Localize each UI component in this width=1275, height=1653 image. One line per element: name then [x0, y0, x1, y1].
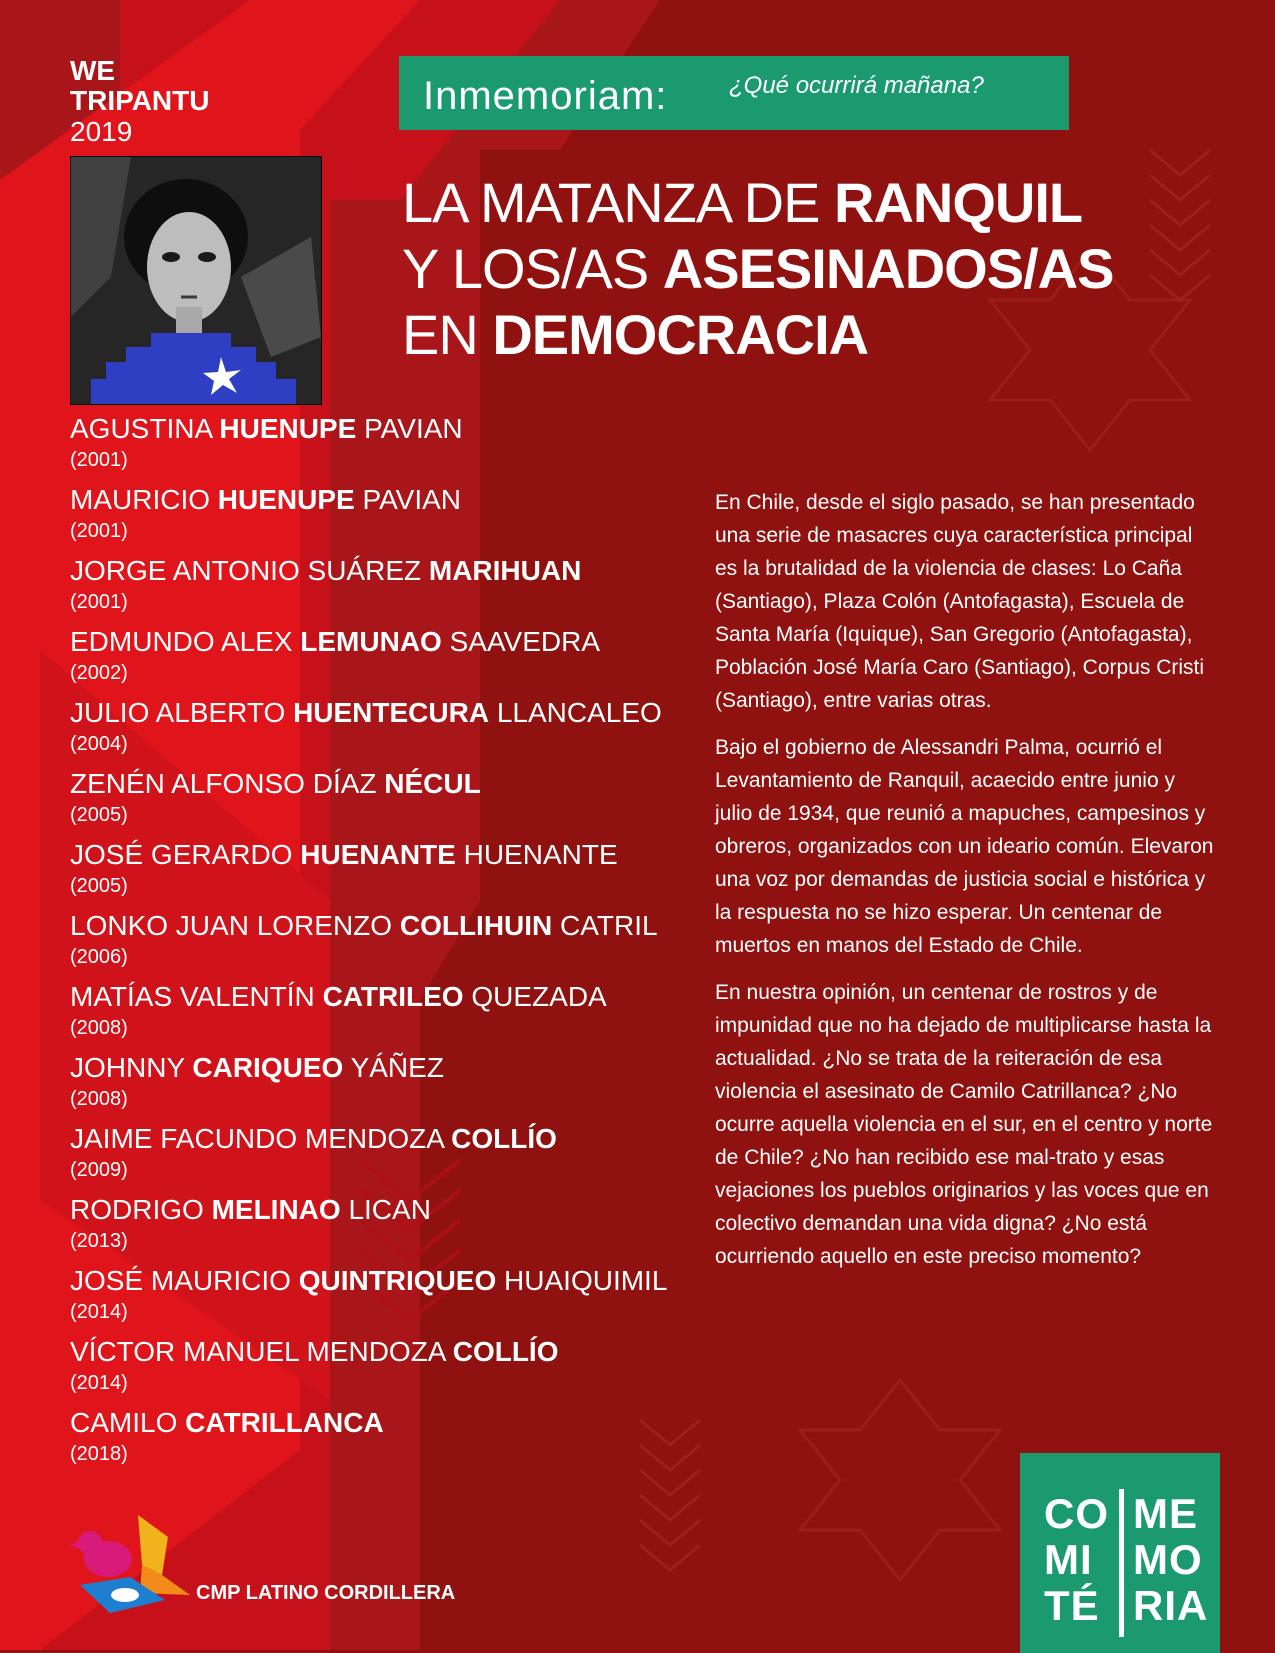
- victim-item: [70, 412, 667, 483]
- victim-year: (2008): [70, 1088, 128, 1110]
- cmp-logo-text: CMP LATINO CORDILLERA: [196, 1582, 456, 1604]
- victim-name-part: LONKO JUAN LORENZO: [70, 910, 400, 941]
- comemoria-logo: [1020, 1453, 1220, 1653]
- header-year: 2019: [70, 116, 133, 147]
- victim-surname: HUENUPE: [219, 413, 357, 444]
- victim-surname: COLLÍO: [451, 1123, 557, 1154]
- victim-surname: CATRILLANCA: [185, 1407, 384, 1438]
- victim-year: (2001): [70, 591, 128, 613]
- victim-item: [70, 696, 667, 767]
- victim-name: [70, 767, 667, 801]
- victim-name-part: CATRIL: [552, 910, 658, 941]
- victim-surname: MELINAO: [211, 1194, 341, 1225]
- victim-name-part: VÍCTOR MANUEL MENDOZA: [70, 1336, 453, 1367]
- victim-name: [70, 909, 667, 943]
- main-title: [402, 170, 1113, 368]
- victim-item: [70, 909, 667, 980]
- logo-left-column: [1044, 1491, 1109, 1629]
- victim-name-part: JOSÉ MAURICIO: [70, 1265, 299, 1296]
- victim-surname: COLLÍO: [452, 1336, 559, 1367]
- title-line1-regular: LA MATANZA DE: [402, 171, 835, 234]
- victim-surname: CARIQUEO: [192, 1052, 344, 1083]
- logo-syllable: MI: [1044, 1536, 1093, 1583]
- victim-name: [70, 412, 667, 446]
- victim-year: (2008): [70, 1017, 128, 1039]
- victim-name: [70, 1122, 667, 1156]
- event-header: [70, 56, 209, 148]
- victim-list: [70, 412, 667, 1477]
- victim-name-part: LICAN: [340, 1194, 431, 1225]
- victim-name-part: CAMILO: [70, 1407, 186, 1438]
- logo-syllable: MO: [1133, 1536, 1203, 1583]
- victim-name: [70, 483, 667, 517]
- victim-year: (2005): [70, 804, 128, 826]
- cmp-bird-logo: [70, 1515, 190, 1615]
- victim-item: [70, 980, 667, 1051]
- victim-surname: HUENUPE: [217, 484, 355, 515]
- logo-syllable: CO: [1044, 1490, 1109, 1537]
- victim-item: [70, 1193, 667, 1264]
- victim-item: [70, 1122, 667, 1193]
- article-body: [715, 486, 1215, 1287]
- paragraph-1: En Chile, desde el siglo pasado, se han presentado una serie de masacres cuya característica principal es la brutalidad de la violencia de clases: Lo Caña (Santiago), Plaza Colón (Antofagasta), Escuela de Santa María (Iquique), San Gregorio (Antofagasta), Población José María Caro (Santiago), Corpus Cristi (Santiago), entre varias otras.: [715, 491, 1205, 712]
- victim-year: (2013): [70, 1230, 128, 1252]
- victim-name-part: QUEZADA: [463, 981, 607, 1012]
- victim-item: [70, 1264, 667, 1335]
- victim-surname: NÉCUL: [384, 768, 481, 799]
- victim-surname: LEMUNAO: [300, 626, 442, 657]
- victim-year: (2005): [70, 875, 128, 897]
- title-line1-bold: RANQUIL: [834, 171, 1083, 234]
- victim-name-part: YÁÑEZ: [343, 1052, 444, 1083]
- victim-year: (2009): [70, 1159, 128, 1181]
- victim-surname: HUENTECURA: [293, 697, 490, 728]
- victim-year: (2004): [70, 733, 128, 755]
- title-line2-regular: Y LOS/AS: [402, 237, 663, 300]
- victim-year: (2002): [70, 662, 128, 684]
- logo-syllable: RIA: [1133, 1582, 1209, 1629]
- victim-name: [70, 696, 667, 730]
- victim-name: [70, 1264, 667, 1298]
- victim-name-part: JOSÉ GERARDO: [70, 839, 301, 870]
- victim-year: (2014): [70, 1372, 128, 1394]
- victim-item: [70, 1406, 667, 1477]
- title-line2-bold: ASESINADOS/AS: [662, 237, 1114, 300]
- victim-name-part: LLANCALEO: [489, 697, 662, 728]
- victim-year: (2001): [70, 520, 128, 542]
- victim-surname: HUENANTE: [300, 839, 456, 870]
- victim-surname: QUINTRIQUEO: [298, 1265, 497, 1296]
- header-we: WE: [70, 55, 116, 86]
- title-line3-regular: EN: [402, 303, 493, 366]
- victim-name-part: HUAIQUIMIL: [496, 1265, 668, 1296]
- victim-name-part: JAIME FACUNDO MENDOZA: [70, 1123, 452, 1154]
- victim-name: [70, 838, 667, 872]
- banner-subtitle: ¿Qué ocurrirá mañana?: [729, 72, 984, 99]
- victim-surname: COLLIHUIN: [399, 910, 553, 941]
- portrait-illustration: [70, 156, 322, 405]
- victim-surname: MARIHUAN: [428, 555, 582, 586]
- victim-item: [70, 767, 667, 838]
- victim-name: [70, 554, 667, 588]
- title-line3-bold: DEMOCRACIA: [492, 303, 869, 366]
- victim-name-part: RODRIGO: [70, 1194, 212, 1225]
- victim-name-part: EDMUNDO ALEX: [70, 626, 301, 657]
- victim-name-part: AGUSTINA: [70, 413, 220, 444]
- victim-item: [70, 1051, 667, 1122]
- victim-name-part: JOHNNY: [70, 1052, 193, 1083]
- victim-name-part: JULIO ALBERTO: [70, 697, 294, 728]
- victim-name: [70, 1193, 667, 1227]
- inmemoriam-banner: [399, 56, 1069, 130]
- victim-name-part: MAURICIO: [70, 484, 218, 515]
- victim-year: (2018): [70, 1443, 128, 1465]
- victim-year: (2001): [70, 449, 128, 471]
- paragraph-3: En nuestra opinión, un centenar de rostros y de impunidad que no ha dejado de multiplicarse hasta la actualidad. ¿No se trata de la reiteración de esa violencia el asesinato de Camilo Catrillanca? ¿No ocurre aquella violencia en el sur, en el centro y norte de Chile? ¿No han recibido ese mal-trato y esas vejaciones los pueblos originarios y las voces que en colectivo demandan una vida digna? ¿No está ocurriendo aquello en este preciso momento?: [715, 981, 1213, 1268]
- victim-year: (2014): [70, 1301, 128, 1323]
- logo-right-column: [1133, 1491, 1208, 1629]
- victim-name-part: SAAVEDRA: [441, 626, 601, 657]
- logo-syllable: TÉ: [1044, 1582, 1100, 1629]
- victim-item: [70, 838, 667, 909]
- header-tripantu: TRIPANTU: [70, 85, 210, 116]
- logo-divider: [1119, 1489, 1124, 1637]
- victim-name: [70, 1406, 667, 1440]
- victim-name-part: PAVIAN: [354, 484, 462, 515]
- victim-year: (2006): [70, 946, 128, 968]
- victim-name-part: HUENANTE: [455, 839, 618, 870]
- victim-name: [70, 625, 667, 659]
- logo-syllable: ME: [1133, 1490, 1198, 1537]
- victim-item: [70, 554, 667, 625]
- banner-title: Inmemoriam:: [423, 74, 668, 118]
- victim-name-part: MATÍAS VALENTÍN: [70, 981, 323, 1012]
- victim-item: [70, 625, 667, 696]
- victim-name: [70, 1051, 667, 1085]
- paragraph-2: Bajo el gobierno de Alessandri Palma, ocurrió el Levantamiento de Ranquil, acaecido entre junio y julio de 1934, que reunió a mapuches, campesinos y obreros, organizados con un ideario común. Elevaron una voz por demandas de justicia social e histórica y la respuesta no se hizo esperar. Un centenar de muertos en manos del Estado de Chile.: [715, 736, 1214, 957]
- victim-item: [70, 1335, 667, 1406]
- victim-name: [70, 980, 667, 1014]
- victim-name-part: ZENÉN ALFONSO DÍAZ: [70, 768, 385, 799]
- victim-name-part: JORGE ANTONIO SUÁREZ: [70, 555, 429, 586]
- victim-surname: CATRILEO: [322, 981, 464, 1012]
- victim-item: [70, 483, 667, 554]
- victim-name-part: PAVIAN: [356, 413, 463, 444]
- victim-name: [70, 1335, 667, 1369]
